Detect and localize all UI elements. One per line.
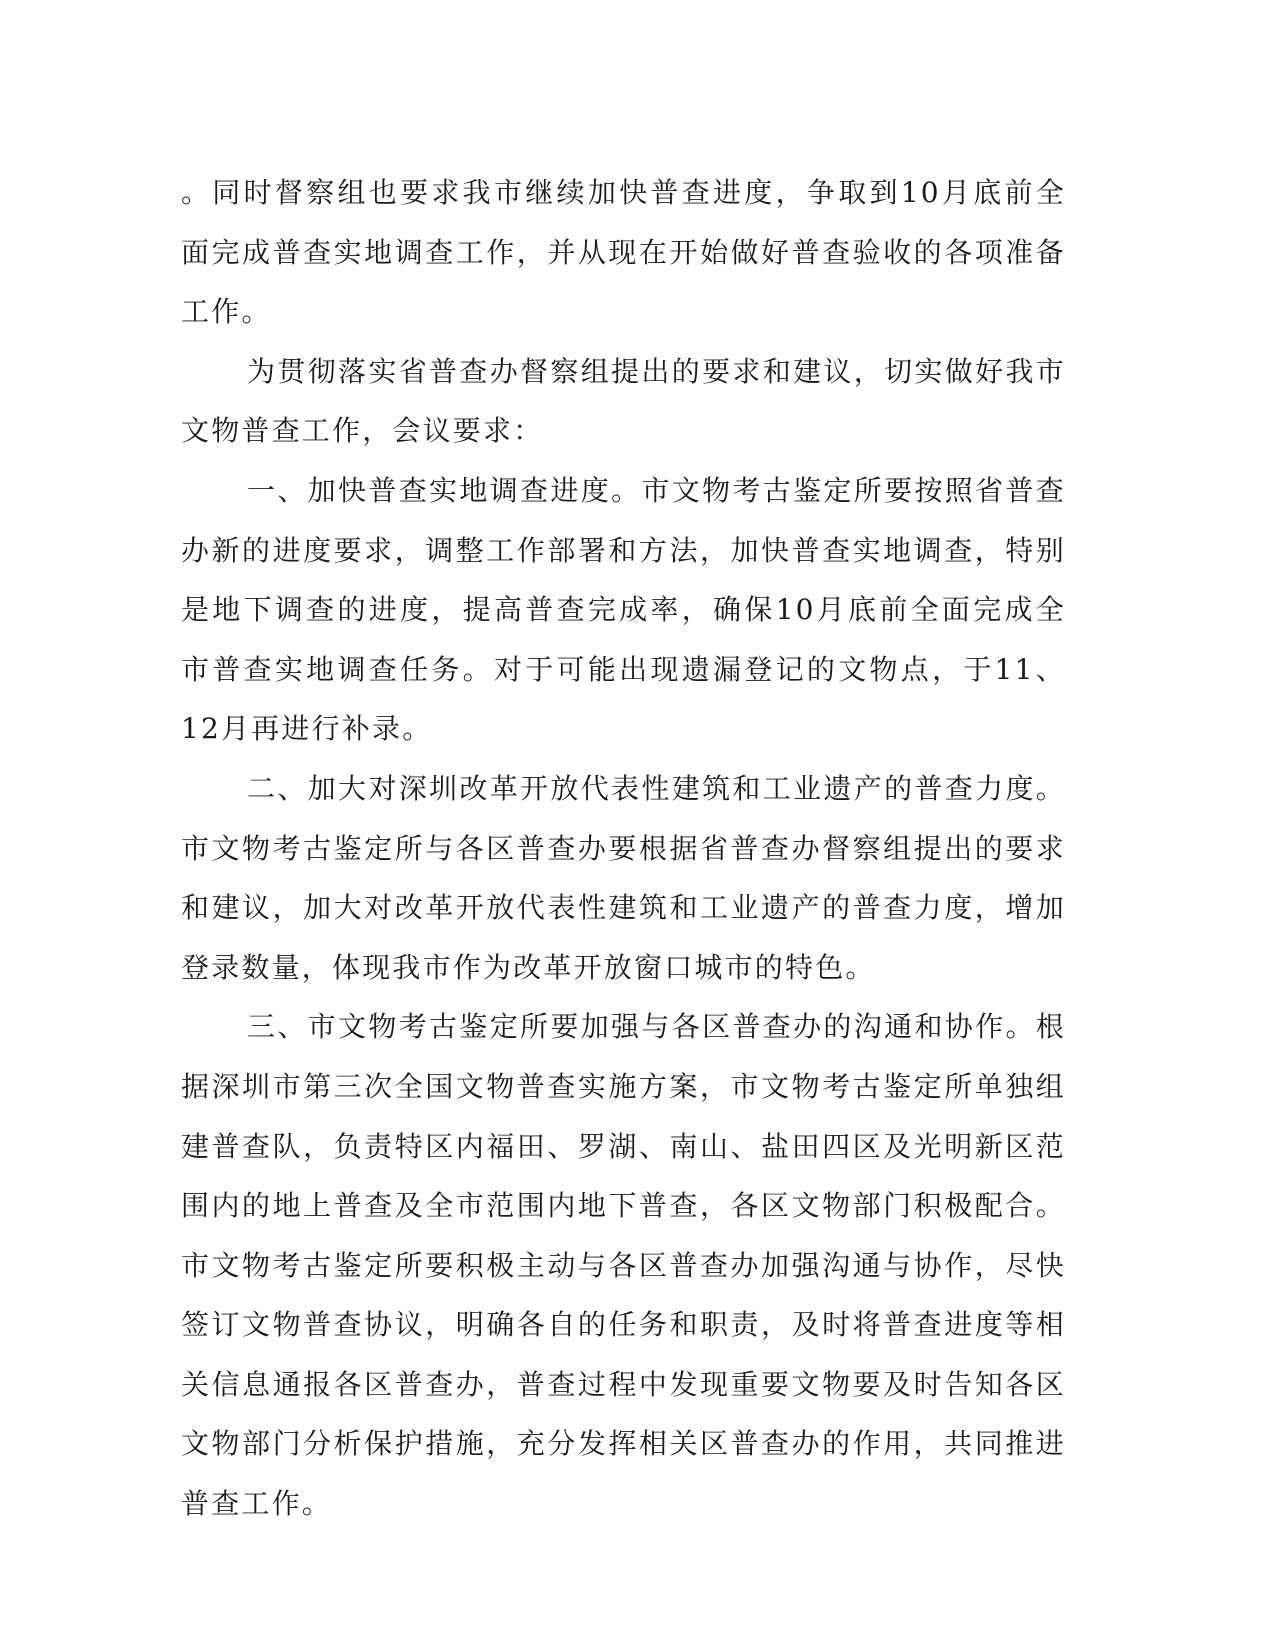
paragraph-requirement-one: 一、加快普查实地调查进度。市文物考古鉴定所要按照省普查办新的进度要求，调整工作部署和方法，加快普查实地调查，特别是地下调查的进度，提高普查完成率，确保10月底前全面完成全市普查实地调查任务。对于可能出现遗漏登记的文物点，于11、12月再进行补录。 [181, 473, 1066, 746]
paragraph-requirement-three: 三、市文物考古鉴定所要加强与各区普查办的沟通和协作。根据深圳市第三次全国文物普查实施方案，市文物考古鉴定所单独组建普查队，负责特区内福田、罗湖、南山、盐田四区及光明新区范围内的地上普查及全市范围内地下普查，各区文物部门积极配合。市文物考古鉴定所要积极主动与各区普查办加强沟通与协作，尽快签订文物普查协议，明确各自的任务和职责，及时将普查进度等相关信息通报各区普查办，普查过程中发现重要文物要及时告知各区文物部门分析保护措施，充分发挥相关区普查办的作用，共同推进普查工作。 [181, 1010, 1066, 1521]
paragraph-requirement-two: 二、加大对深圳改革开放代表性建筑和工业遗产的普查力度。市文物考古鉴定所与各区普查办要根据省普查办督察组提出的要求和建议，加大对改革开放代表性建筑和工业遗产的普查力度，增加登录数量，体现我市作为改革开放窗口城市的特色。 [181, 771, 1066, 984]
paragraph-meeting-requirements-intro: 为贯彻落实省普查办督察组提出的要求和建议，切实做好我市文物普查工作，会议要求： [181, 354, 1066, 448]
document-body [181, 163, 1066, 1534]
paragraph-continuation: 。同时督察组也要求我市继续加快普查进度，争取到10月底前全面完成普查实地调查工作，并从现在开始做好普查验收的各项准备工作。 [181, 176, 1066, 329]
